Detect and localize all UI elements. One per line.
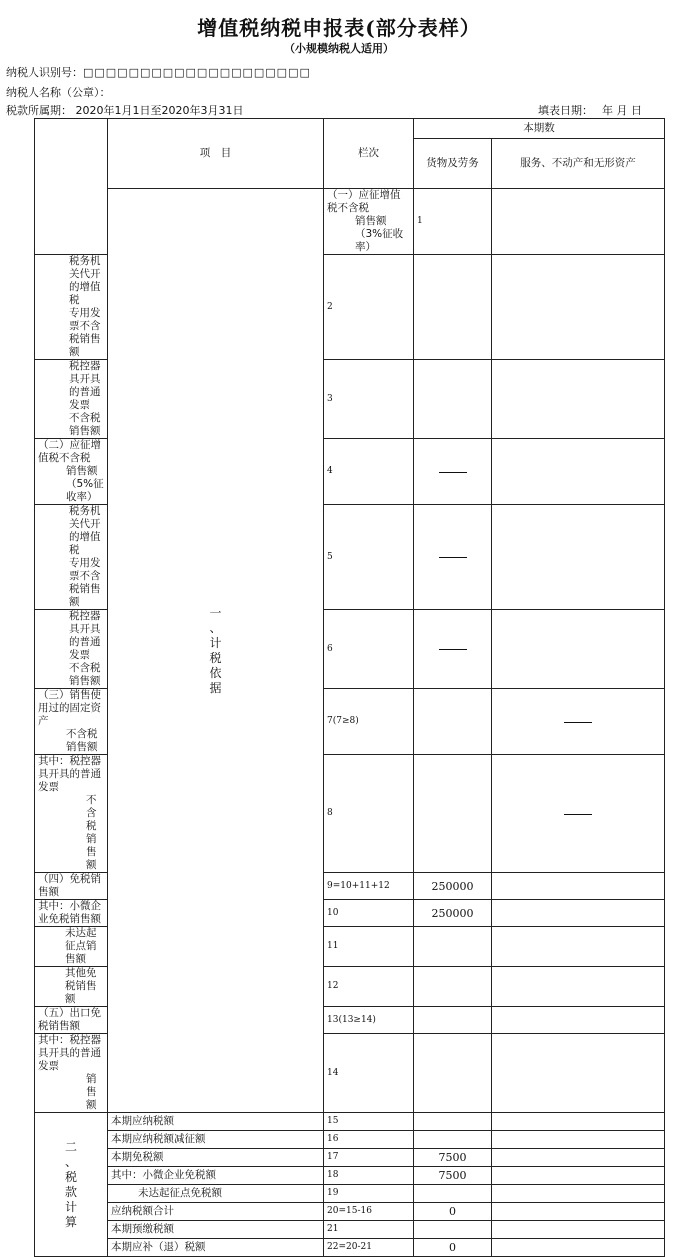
row-goods-value: 7500 <box>414 1167 492 1185</box>
form-title: 增值税纳税申报表(部分表样） <box>197 16 481 40</box>
row-goods-value <box>414 439 492 505</box>
row-column-no: 7(7≥8) <box>324 689 414 755</box>
row-column-no: 10 <box>324 900 414 927</box>
row-item-label <box>108 1149 324 1167</box>
not-applicable-dash <box>439 649 467 650</box>
header-corner <box>35 119 108 255</box>
row-goods-value <box>414 967 492 1007</box>
section-char: 、 <box>209 620 222 635</box>
row-item-line2: 不含税销售额 <box>69 412 101 437</box>
header-goods: 货物及劳务 <box>414 139 492 189</box>
table-row <box>35 1149 665 1167</box>
row-item-label <box>35 927 108 967</box>
tax-period-label: 税款所属期： <box>6 104 72 117</box>
row-item-line1: 本期预缴税额 <box>111 1223 174 1235</box>
row-goods-value <box>414 1034 492 1113</box>
row-item-label <box>108 1185 324 1203</box>
section-char: 计 <box>209 635 222 650</box>
section-char: 据 <box>209 680 222 695</box>
row-item-line1: 本期免税额 <box>111 1151 164 1163</box>
row-column-no: 2 <box>324 255 414 360</box>
row-item-line2: 销售额（3%征收率） <box>355 215 404 253</box>
row-services-value <box>492 1131 665 1149</box>
table-row <box>35 1131 665 1149</box>
taxpayer-id-label: 纳税人识别号： <box>6 66 83 79</box>
row-services-value <box>492 755 665 873</box>
row-column-no: 16 <box>324 1131 414 1149</box>
section-char: 税 <box>209 650 222 665</box>
row-item-line1: 本期应补（退）税额 <box>111 1241 206 1253</box>
header-current-period: 本期数 <box>414 119 665 139</box>
table-row <box>35 189 665 255</box>
row-column-no: 13(13≥14) <box>324 1007 414 1034</box>
row-item-label <box>108 1131 324 1149</box>
section-tax-calculation <box>35 1113 108 1257</box>
row-column-no: 12 <box>324 967 414 1007</box>
row-item-line2: 不含税销售额 <box>66 728 98 753</box>
row-column-no: 3 <box>324 360 414 439</box>
row-item-label <box>35 360 108 439</box>
row-item-label <box>35 1007 108 1034</box>
row-item-label <box>35 610 108 689</box>
row-item-line1: 税控器具开具的普通发票 <box>69 610 101 661</box>
row-item-line2: 销售额（5%征收率） <box>66 465 104 503</box>
row-services-value <box>492 1221 665 1239</box>
row-services-value <box>492 1149 665 1167</box>
row-item-label <box>35 967 108 1007</box>
row-goods-value <box>414 1131 492 1149</box>
row-item-line1: （三）销售使用过的固定资产 <box>38 689 101 727</box>
row-services-value <box>492 505 665 610</box>
not-applicable-dash <box>564 814 592 815</box>
row-column-no: 4 <box>324 439 414 505</box>
row-item-line1: 其中：小微企业免税额 <box>111 1169 216 1181</box>
not-applicable-dash <box>439 472 467 473</box>
row-services-value <box>492 1203 665 1221</box>
row-item-line1: 税控器具开具的普通发票 <box>69 360 101 411</box>
row-services-value <box>492 255 665 360</box>
row-item-line1: （五）出口免税销售额 <box>38 1007 101 1032</box>
row-item-label <box>108 1113 324 1131</box>
row-services-value <box>492 1167 665 1185</box>
row-column-no: 14 <box>324 1034 414 1113</box>
row-column-no: 21 <box>324 1221 414 1239</box>
row-services-value <box>492 689 665 755</box>
row-services-value <box>492 1007 665 1034</box>
row-item-line1: 税务机关代开的增值税 <box>69 255 101 306</box>
section-char: 二 <box>64 1139 77 1154</box>
taxpayer-id-line <box>6 64 311 80</box>
section-char: 、 <box>64 1154 77 1169</box>
row-item-line1: 未达起征点销售额 <box>65 927 97 965</box>
row-goods-value <box>414 1221 492 1239</box>
row-column-no: 9=10+11+12 <box>324 873 414 900</box>
row-item-label <box>108 1203 324 1221</box>
row-item-line2: 专用发票不含税销售额 <box>69 307 101 358</box>
tax-period-value: 2020年1月1日至2020年3月31日 <box>75 104 244 117</box>
row-goods-value <box>492 189 665 255</box>
section-tax-basis <box>108 189 324 1113</box>
form-subtitle: （小规模纳税人适用） <box>284 42 394 55</box>
row-column-no: 20=15-16 <box>324 1203 414 1221</box>
row-goods-value <box>414 255 492 360</box>
not-applicable-dash <box>564 722 592 723</box>
row-goods-value <box>414 505 492 610</box>
row-goods-value <box>414 1113 492 1131</box>
header-column-no: 栏次 <box>324 119 414 189</box>
row-column-no: 8 <box>324 755 414 873</box>
table-row <box>35 1203 665 1221</box>
row-item-label <box>35 755 108 873</box>
table-row <box>35 1185 665 1203</box>
row-item-line1: （四）免税销售额 <box>38 873 101 898</box>
row-services-value <box>492 1185 665 1203</box>
header-item: 项 目 <box>108 119 324 189</box>
table-row <box>35 1113 665 1131</box>
row-item-label <box>35 439 108 505</box>
row-services-value <box>492 927 665 967</box>
row-services-value <box>492 1034 665 1113</box>
row-item-line1: 其中：税控器具开具的普通发票 <box>38 755 101 793</box>
row-services-value <box>492 900 665 927</box>
row-goods-value: 0 <box>414 1239 492 1257</box>
row-item-label <box>35 255 108 360</box>
row-column-no: 18 <box>324 1167 414 1185</box>
row-item-label <box>35 689 108 755</box>
row-services-value <box>492 873 665 900</box>
row-item-line2: 专用发票不含税销售额 <box>69 557 101 608</box>
row-goods-value <box>414 360 492 439</box>
row-item-label <box>35 900 108 927</box>
table-row <box>35 1239 665 1257</box>
section-char: 计 <box>64 1199 77 1214</box>
row-goods-value <box>414 755 492 873</box>
row-item-line1: 其中：小微企业免税销售额 <box>38 900 101 925</box>
row-item-label <box>108 1221 324 1239</box>
row-goods-value <box>414 689 492 755</box>
row-item-line1: （二）应征增值税不含税 <box>38 439 101 464</box>
row-services-value <box>492 439 665 505</box>
not-applicable-dash <box>439 557 467 558</box>
row-column-no: 11 <box>324 927 414 967</box>
tax-period-line <box>6 102 243 118</box>
row-column-no: 22=20-21 <box>324 1239 414 1257</box>
section-char: 依 <box>209 665 222 680</box>
row-item-label <box>35 1034 108 1113</box>
row-item-line1: 其他免税销售额 <box>65 967 97 1005</box>
section-char: 算 <box>64 1214 77 1229</box>
row-services-value <box>492 967 665 1007</box>
row-services-value <box>492 1239 665 1257</box>
row-item-line2: 不含税销售额 <box>86 794 97 871</box>
row-column-no: 5 <box>324 505 414 610</box>
section-char: 一 <box>209 605 222 620</box>
row-column-no: 6 <box>324 610 414 689</box>
row-column-no: 15 <box>324 1113 414 1131</box>
row-item-label <box>324 189 414 255</box>
row-goods-value <box>414 610 492 689</box>
row-item-label <box>35 873 108 900</box>
row-goods-value: 250000 <box>414 900 492 927</box>
row-services-value <box>492 360 665 439</box>
row-item-line1: 其中：税控器具开具的普通发票 <box>38 1034 101 1072</box>
row-services-value <box>492 1113 665 1131</box>
row-column-no: 17 <box>324 1149 414 1167</box>
row-item-line1: 本期应纳税额减征额 <box>111 1133 206 1145</box>
row-item-line2: 不含税销售额 <box>69 662 101 687</box>
section-char: 款 <box>64 1184 77 1199</box>
row-item-label <box>35 505 108 610</box>
row-goods-value: 7500 <box>414 1149 492 1167</box>
row-item-line2: 销售额 <box>86 1073 97 1111</box>
row-item-line1: 未达起征点免税额 <box>138 1187 222 1199</box>
row-services-value <box>492 610 665 689</box>
row-goods-value: 0 <box>414 1203 492 1221</box>
section-char: 税 <box>64 1169 77 1184</box>
row-goods-value <box>414 1007 492 1034</box>
row-column-no: 1 <box>414 189 492 255</box>
taxpayer-name-label: 纳税人名称（公章）： <box>6 86 111 99</box>
row-item-line1: 税务机关代开的增值税 <box>69 505 101 556</box>
table-row <box>35 1167 665 1185</box>
taxpayer-id-boxes: □□□□□□□□□□□□□□□□□□□□ <box>83 66 311 79</box>
row-item-line1: （一）应征增值税不含税 <box>327 189 401 214</box>
row-item-line1: 应纳税额合计 <box>111 1205 174 1217</box>
table-row <box>35 1221 665 1239</box>
row-item-label <box>108 1239 324 1257</box>
header-services: 服务、不动产和无形资产 <box>492 139 665 189</box>
row-item-line1: 本期应纳税额 <box>111 1115 174 1127</box>
row-item-label <box>108 1167 324 1185</box>
row-column-no: 19 <box>324 1185 414 1203</box>
row-goods-value <box>414 927 492 967</box>
row-goods-value: 250000 <box>414 873 492 900</box>
fill-date: 填表日期： 年 月 日 <box>538 104 642 117</box>
row-goods-value <box>414 1185 492 1203</box>
tax-return-table <box>34 118 665 1257</box>
